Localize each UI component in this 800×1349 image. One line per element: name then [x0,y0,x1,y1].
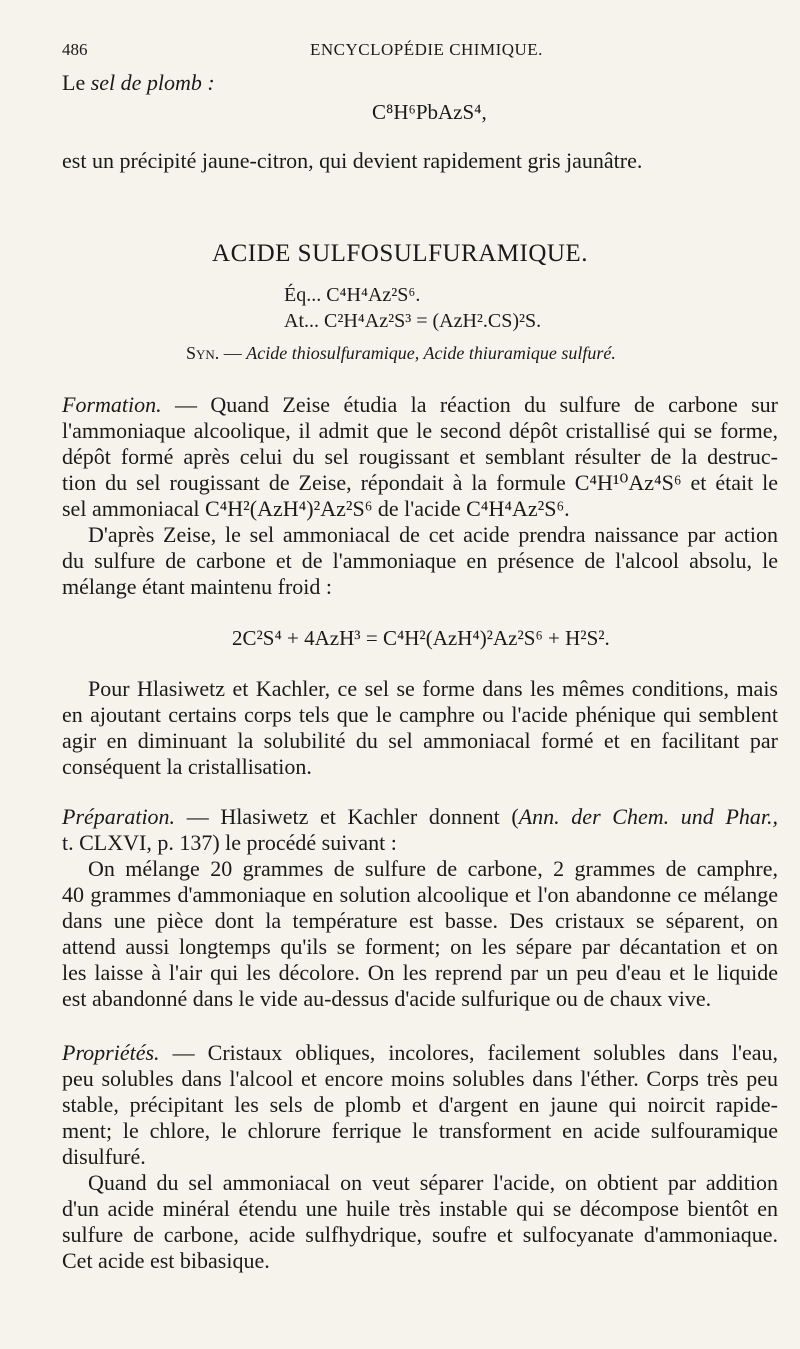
proprietes-line-1: Propriétés. — Cristaux obliques, incolores, facilement solubles dans l'eau, [62,1040,778,1065]
proprietes-heading: Propriétés. [62,1040,160,1065]
formula-atomic: At... C²H⁴Az²S³ = (AzH².CS)²S. [284,310,542,332]
formation-heading: Formation. [62,392,162,417]
page-header [62,40,770,66]
proprietes-line-3: stable, précipitant les sels de plomb et d'argent en jaune qui noircit rapide- [62,1092,778,1117]
proprietes-p2-line-1: Quand du sel ammoniacal on veut séparer l'acide, on obtient par addition [88,1170,778,1195]
preparation-p2-line-4: attend aussi longtemps qu'ils se forment; on les sépare par décantation et on [62,934,778,959]
intro-line: Le sel de plomb : [62,70,215,95]
formation-line-5: sel ammoniacal C⁴H²(AzH⁴)²Az²S⁶ de l'acide C⁴H⁴Az²S⁶. [62,496,570,521]
preparation-p2-line-5: les laisse à l'air qui les décolore. On les reprend par un peu d'eau et le liquide [62,960,778,985]
proprietes-line-5: disulfuré. [62,1144,146,1169]
formation-line-4: tion du sel rougissant de Zeise, répondait à la formule C⁴H¹⁰Az⁴S⁶ et était le [62,470,778,495]
synonyms-label: Syn. [186,343,220,363]
proprietes-p2-line-2: d'un acide minéral étendu une huile très instable qui se décompose bientôt en [62,1196,778,1221]
preparation-p2-line-1: On mélange 20 grammes de sulfure de carbone, 2 grammes de camphre, [88,856,778,881]
preparation-line-1: Préparation. — Hlasiwetz et Kachler donnent (Ann. der Chem. und Phar., [62,804,778,829]
preparation-line-2: t. CLXVI, p. 137) le procédé suivant : [62,830,397,855]
formation-p2-line-3: mélange étant maintenu froid : [62,574,333,599]
preparation-p2-line-3: dans une pièce dont la température est basse. Des cristaux se séparent, on [62,908,778,933]
preparation-p2-line-2: 40 grammes d'ammoniaque en solution alcoolique et l'on abandonne ce mélange [62,882,778,907]
proprietes-line-4: ment; le chlore, le chlorure ferrique le transforment en acide sulfouramique [62,1118,778,1143]
lead-salt-formula: C⁸H⁶PbAzS⁴, [372,100,487,124]
formation-p2-line-2: du sulfure de carbone et de l'ammoniaque en présence de l'alcool absolu, le [62,548,778,573]
proprietes-p2-line-3: sulfure de carbone, acide sulfhydrique, soufre et sulfocyanate d'ammoniaque. [62,1222,778,1247]
formation-p2-line-1: D'après Zeise, le sel ammoniacal de cet acide prendra naissance par action [88,522,778,547]
synonyms-line: Syn. — Acide thiosulfuramique, Acide thiuramique sulfuré. [186,343,616,363]
running-title: ENCYCLOPÉDIE CHIMIQUE. [310,40,543,59]
intro-description: est un précipité jaune-citron, qui devient rapidement gris jaunâtre. [62,148,643,173]
formation-p3-line-2: en ajoutant certains corps tels que le camphre ou l'acide phénique qui semblent [62,702,778,727]
intro-italic: sel de plomb : [90,70,215,95]
formation-line-3: dépôt formé après celui du sel rougissant et semblant résulter de la destruc- [62,444,778,469]
formation-line-2: l'ammoniaque alcoolique, il admit que le second dépôt cristallisé qui se forme, [62,418,778,443]
preparation-reference: Ann. der Chem. und Phar., [518,804,778,829]
proprietes-line-2: peu solubles dans l'alcool et encore moins solubles dans l'éther. Corps très peu [62,1066,778,1091]
formula-equivalent: Éq... C⁴H⁴Az²S⁶. [284,284,421,306]
formation-p3-line-1: Pour Hlasiwetz et Kachler, ce sel se forme dans les mêmes conditions, mais [88,676,778,701]
formation-p3-line-3: agir en diminuant la solubilité du sel ammoniacal formé et en facilitant par [62,728,778,753]
formation-line-1: Formation. — Quand Zeise étudia la réaction du sulfure de carbone sur [62,392,778,417]
preparation-heading: Préparation. [62,804,176,829]
page-number: 486 [62,40,88,59]
synonyms-text: Acide thiosulfuramique, Acide thiuramique sulfuré. [246,343,616,363]
section-title: ACIDE SULFOSULFURAMIQUE. [212,240,588,267]
preparation-p2-line-6: est abandonné dans le vide au-dessus d'acide sulfurique ou de chaux vive. [62,986,712,1011]
formation-p3-line-4: conséquent la cristallisation. [62,754,312,779]
proprietes-p2-line-4: Cet acide est bibasique. [62,1248,270,1273]
reaction-equation: 2C²S⁴ + 4AzH³ = C⁴H²(AzH⁴)²Az²S⁶ + H²S². [232,626,610,650]
